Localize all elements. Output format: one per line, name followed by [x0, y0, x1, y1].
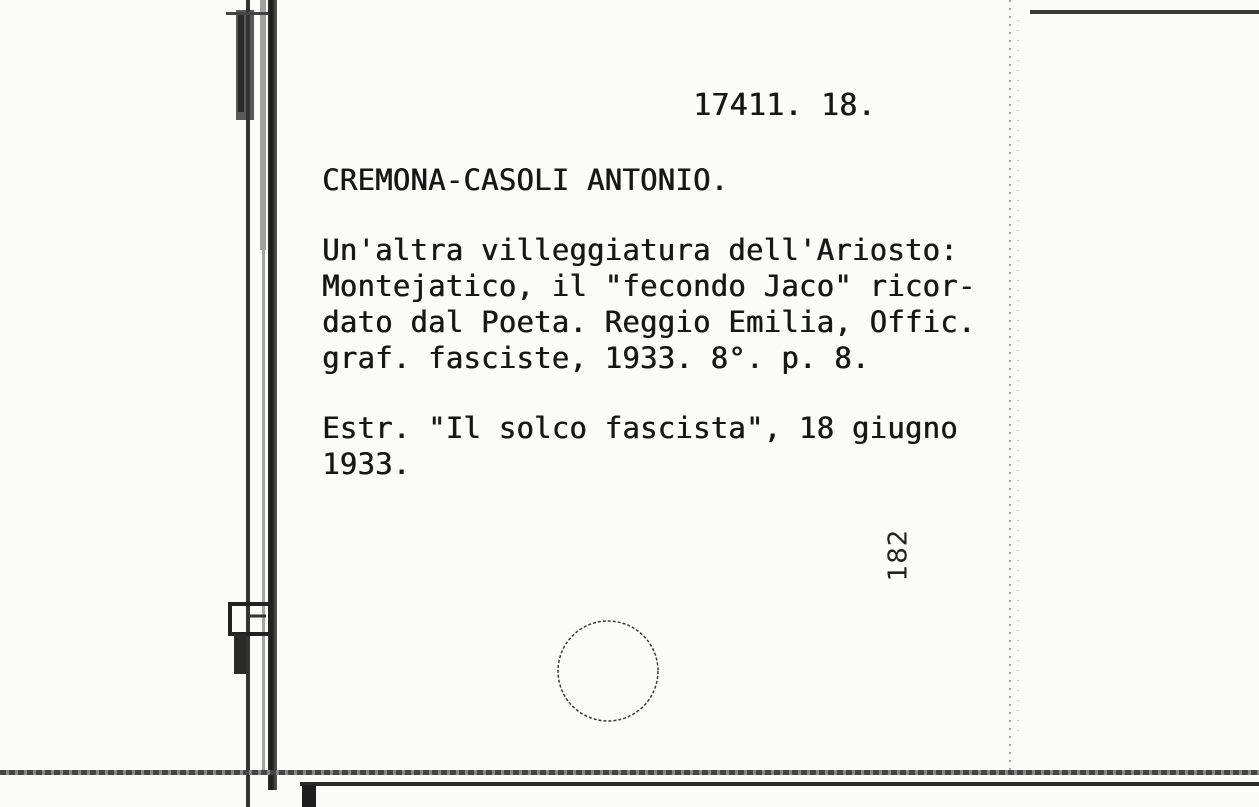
right-dotted-edge — [1004, 0, 1026, 770]
index-tab-icon — [226, 598, 274, 678]
circle-stamp-icon — [555, 618, 661, 724]
bottom-card-edge — [300, 782, 1259, 786]
bottom-tick-mark — [302, 785, 316, 807]
description-line: graf. fasciste, 1933. 8°. p. 8. — [322, 341, 870, 375]
bottom-dotted-rule — [0, 770, 1259, 775]
rotated-stamp-number: 182 — [883, 528, 914, 582]
note-line: Estr. "Il solco fascista", 18 giugno — [322, 411, 958, 445]
shelf-mark: 17411. 18. — [693, 88, 876, 123]
description-line: dato dal Poeta. Reggio Emilia, Offic. — [322, 305, 976, 339]
note-line: 1933. — [322, 447, 411, 481]
description-line: Un'altra villeggiatura dell'Ariosto: — [322, 233, 958, 267]
top-right-rule — [1030, 10, 1259, 14]
author-heading: CREMONA-CASOLI ANTONIO. — [322, 163, 729, 197]
description-line: Montejatico, il "fecondo Jaco" ricor- — [322, 269, 976, 303]
